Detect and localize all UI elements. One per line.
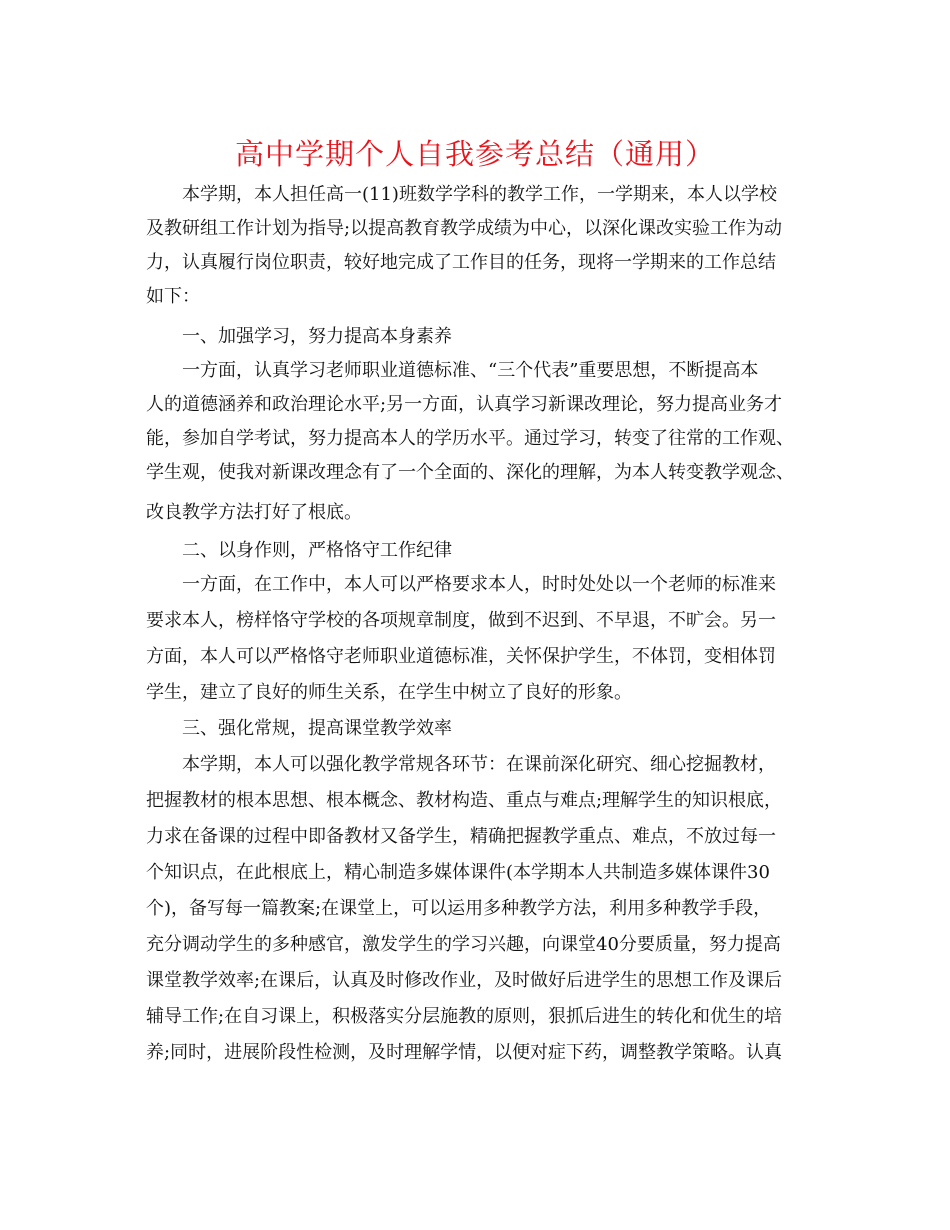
section-heading: 三、强化常规，提高课堂教学效率	[182, 718, 452, 739]
document-title: 高中学期个人自我参考总结（通用）	[234, 137, 715, 171]
paragraph-line: 一方面，在工作中，本人可以严格要求本人，时时处处以一个老师的标准来	[182, 574, 776, 595]
paragraph-line: 学生，建立了良好的师生关系，在学生中树立了良好的形象。	[146, 682, 632, 703]
paragraph-line: 能，参加自学考试，努力提高本人的学历水平。通过学习，转变了往常的工作观、	[146, 428, 794, 449]
section-heading: 一、加强学习，努力提高本身素养	[182, 326, 452, 347]
paragraph-line: 力，认真履行岗位职责，较好地完成了工作目的任务，现将一学期来的工作总结	[146, 252, 776, 273]
paragraph-line: 方面，本人可以严格恪守老师职业道德标准，关怀保护学生，不体罚，变相体罚	[146, 646, 776, 667]
paragraph-line: 人的道德涵养和政治理论水平;另一方面，认真学习新课改理论，努力提高业务才	[146, 394, 783, 415]
paragraph-line: 改良教学方法打好了根底。	[146, 502, 362, 523]
section-heading: 二、以身作则，严格恪守工作纪律	[182, 540, 452, 561]
paragraph-line: 个)，备写每一篇教案;在课堂上，可以运用多种教学方法，利用多种教学手段，	[146, 898, 772, 919]
paragraph-line: 力求在备课的过程中即备教材又备学生，精确把握教学重点、难点，不放过每一	[146, 826, 776, 847]
paragraph-line: 养;同时，进展阶段性检测，及时理解学情，以便对症下药，调整教学策略。认真	[146, 1042, 783, 1063]
paragraph-line: 学生观，使我对新课改理念有了一个全面的、深化的理解，为本人转变教学观念、	[146, 462, 794, 483]
paragraph-line: 个知识点，在此根底上，精心制造多媒体课件(本学期本人共制造多媒体课件30	[146, 862, 770, 883]
paragraph-line: 本学期，本人可以强化教学常规各环节：在课前深化研究、细心挖掘教材，	[182, 754, 776, 775]
paragraph-line: 课堂教学效率;在课后，认真及时修改作业，及时做好后进学生的思想工作及课后	[146, 970, 783, 991]
paragraph-line: 如下：	[146, 286, 200, 307]
paragraph-line: 要求本人，榜样恪守学校的各项规章制度，做到不迟到、不早退，不旷会。另一	[146, 610, 776, 631]
paragraph-line: 充分调动学生的多种感官，激发学生的学习兴趣，向课堂40分要质量，努力提高	[146, 934, 781, 955]
paragraph-line: 辅导工作;在自习课上，积极落实分层施教的原则，狠抓后进生的转化和优生的培	[146, 1006, 783, 1027]
paragraph-line: 把握教材的根本思想、根本概念、教材构造、重点与难点;理解学生的知识根底，	[146, 790, 783, 811]
paragraph-line: 本学期，本人担任高一(11)班数学学科的教学工作，一学期来，本人以学校	[182, 184, 777, 205]
paragraph-line: 一方面，认真学习老师职业道德标准、“三个代表”重要思想，不断提高本	[182, 360, 759, 381]
paragraph-line: 及教研组工作计划为指导;以提高教育教学成绩为中心，以深化课改实验工作为动	[146, 218, 783, 239]
